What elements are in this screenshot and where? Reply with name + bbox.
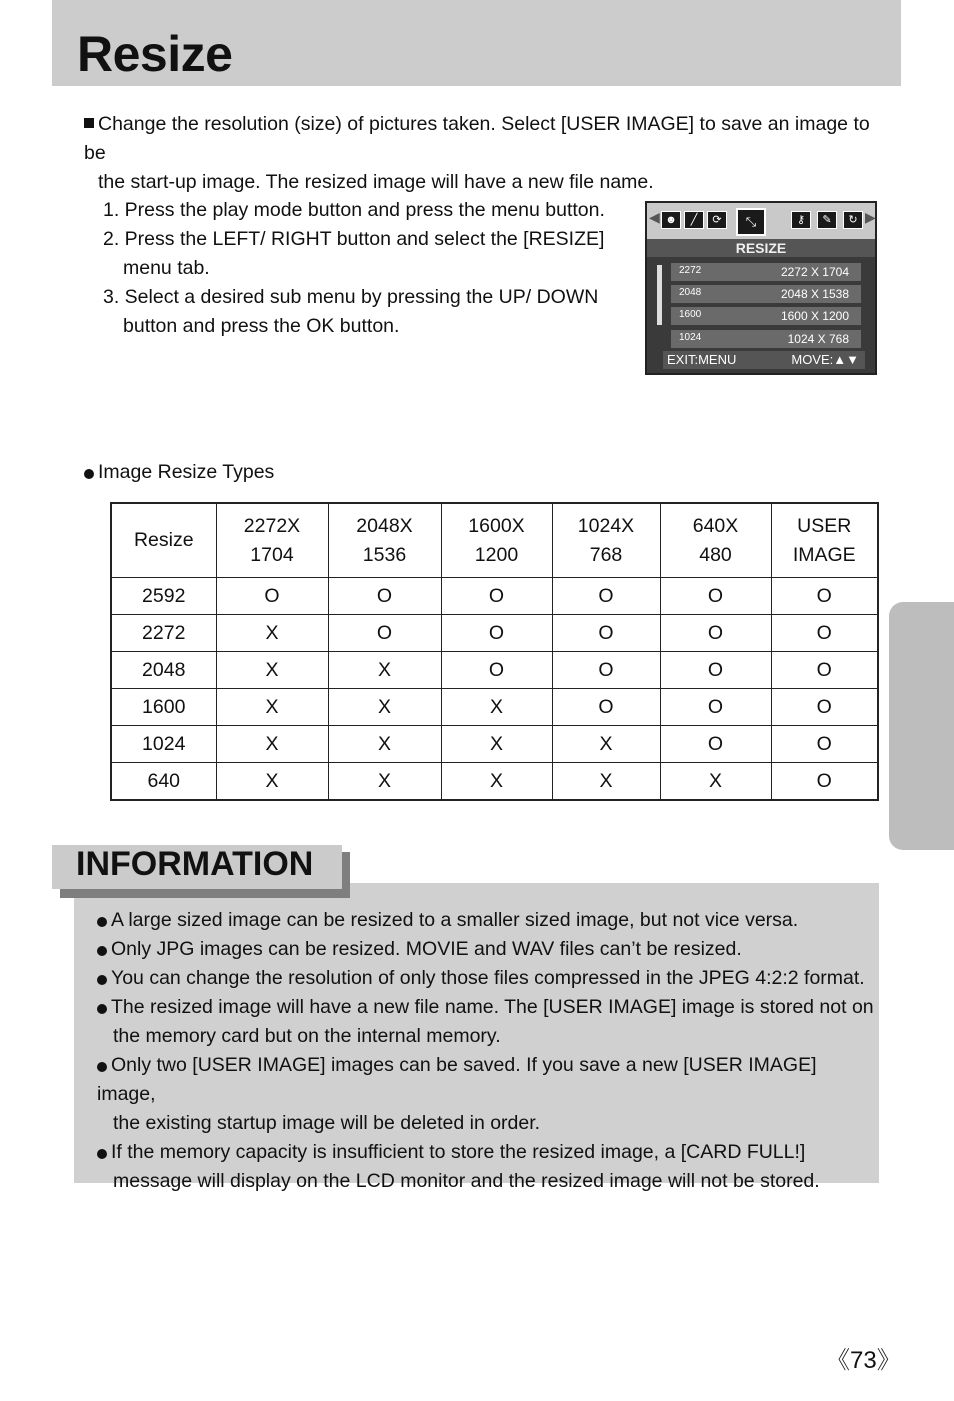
info-text: Only JPG images can be resized. MOVIE and WAV files can’t be resized. bbox=[111, 938, 742, 960]
table-cell: O bbox=[441, 615, 552, 652]
table-label-text: Image Resize Types bbox=[98, 461, 275, 483]
information-list bbox=[97, 906, 877, 1196]
table-cell: O bbox=[660, 578, 771, 615]
print-icon: ↻ bbox=[843, 211, 863, 229]
table-row bbox=[111, 652, 878, 689]
resize-icon: ⤡ bbox=[736, 208, 766, 236]
table-cell: O bbox=[660, 615, 771, 652]
info-continuation: message will display on the LCD monitor and the resized image will not be stored. bbox=[113, 1170, 820, 1192]
square-bullet-icon bbox=[84, 118, 94, 128]
table-row bbox=[111, 726, 878, 763]
table-cell: O bbox=[441, 578, 552, 615]
table-header-row bbox=[111, 503, 878, 578]
table-cell: O bbox=[771, 578, 878, 615]
table-cell: O bbox=[660, 726, 771, 763]
lcd-menu-tabs bbox=[647, 203, 875, 239]
table-cell: X bbox=[216, 652, 328, 689]
round-bullet-icon bbox=[97, 1149, 107, 1159]
info-item bbox=[97, 1138, 877, 1196]
lcd-row-value: 2048 X 1538 bbox=[780, 287, 849, 301]
row-size: 2272 bbox=[111, 615, 216, 652]
lcd-row-key: 1600 bbox=[679, 309, 702, 320]
lcd-row-key: 1024 bbox=[679, 332, 702, 343]
page-number: 《73》 bbox=[826, 1347, 901, 1374]
lcd-row-key: 2048 bbox=[679, 287, 702, 298]
table-cell: X bbox=[328, 726, 441, 763]
step-text: 3. Select a desired sub menu by pressing the UP/ DOWN bbox=[103, 286, 599, 308]
table-label bbox=[84, 458, 274, 486]
table-cell: O bbox=[328, 615, 441, 652]
table-cell: O bbox=[660, 689, 771, 726]
table-cell: O bbox=[216, 578, 328, 615]
info-item bbox=[97, 906, 877, 935]
info-item bbox=[97, 964, 877, 993]
lcd-row-value: 1024 X 768 bbox=[787, 332, 849, 346]
page-title: Resize bbox=[77, 26, 233, 82]
table-cell: O bbox=[552, 689, 660, 726]
row-size: 640 bbox=[111, 763, 216, 801]
round-bullet-icon bbox=[97, 946, 107, 956]
header-col: 1024X 768 bbox=[552, 503, 660, 578]
lcd-footer bbox=[663, 351, 865, 369]
lcd-row bbox=[671, 263, 861, 281]
step-item bbox=[103, 283, 623, 341]
lcd-scrollbar bbox=[657, 265, 662, 325]
intro-line-1: Change the resolution (size) of pictures taken. Select [USER IMAGE] to save an image to be bbox=[84, 113, 870, 164]
intro-line-2: the start-up image. The resized image will have a new file name. bbox=[98, 171, 654, 193]
left-arrow-icon: ◀ bbox=[649, 209, 660, 225]
table-row bbox=[111, 578, 878, 615]
header-col: 2048X 1536 bbox=[328, 503, 441, 578]
person-icon: ☻ bbox=[661, 211, 681, 229]
brush-icon: ╱ bbox=[684, 211, 704, 229]
step-item bbox=[103, 196, 623, 225]
table-row bbox=[111, 763, 878, 801]
lcd-footer-move: MOVE:▲▼ bbox=[791, 352, 859, 367]
round-bullet-icon bbox=[84, 469, 94, 479]
lcd-footer-exit: EXIT:MENU bbox=[667, 352, 737, 367]
info-text: You can change the resolution of only those files compressed in the JPEG 4:2:2 format. bbox=[111, 967, 865, 989]
table-cell: O bbox=[441, 652, 552, 689]
delete-icon: ✎ bbox=[817, 211, 837, 229]
table-cell: X bbox=[552, 726, 660, 763]
table-cell: X bbox=[441, 763, 552, 801]
table-cell: X bbox=[660, 763, 771, 801]
information-title: INFORMATION bbox=[76, 845, 314, 883]
table-cell: O bbox=[660, 652, 771, 689]
info-item bbox=[97, 1051, 877, 1138]
info-continuation: the existing startup image will be deleted in order. bbox=[113, 1112, 541, 1134]
round-bullet-icon bbox=[97, 1062, 107, 1072]
table-cell: O bbox=[771, 763, 878, 801]
table-cell: O bbox=[771, 615, 878, 652]
info-text: A large sized image can be resized to a smaller sized image, but not vice versa. bbox=[111, 909, 799, 931]
table-cell: X bbox=[216, 615, 328, 652]
table-cell: O bbox=[771, 726, 878, 763]
lcd-row bbox=[671, 307, 861, 325]
intro-paragraph bbox=[84, 110, 884, 197]
resize-types-table bbox=[110, 502, 879, 801]
key-icon: ⚷ bbox=[791, 211, 811, 229]
round-bullet-icon bbox=[97, 975, 107, 985]
right-arrow-icon: ▶ bbox=[865, 209, 876, 225]
table-cell: X bbox=[216, 689, 328, 726]
header-col: 1600X 1200 bbox=[441, 503, 552, 578]
round-bullet-icon bbox=[97, 1004, 107, 1014]
table-cell: O bbox=[552, 652, 660, 689]
lcd-heading: RESIZE bbox=[647, 239, 875, 257]
table-row bbox=[111, 615, 878, 652]
step-item bbox=[103, 225, 623, 283]
lcd-menu-screenshot bbox=[645, 201, 877, 375]
header-col: USER IMAGE bbox=[771, 503, 878, 578]
round-bullet-icon bbox=[97, 917, 107, 927]
lcd-row bbox=[671, 285, 861, 303]
header-col: 640X 480 bbox=[660, 503, 771, 578]
table-cell: X bbox=[328, 652, 441, 689]
table-cell: X bbox=[216, 726, 328, 763]
header-resize: Resize bbox=[111, 503, 216, 578]
table-cell: X bbox=[216, 763, 328, 801]
step-text: 1. Press the play mode button and press the menu button. bbox=[103, 199, 605, 221]
table-cell: O bbox=[328, 578, 441, 615]
header-col: 2272X 1704 bbox=[216, 503, 328, 578]
lcd-row-value: 2272 X 1704 bbox=[780, 265, 849, 279]
info-text: If the memory capacity is insufficient to store the resized image, a [CARD FULL!] bbox=[111, 1141, 806, 1163]
steps-list bbox=[103, 196, 623, 341]
table-cell: X bbox=[328, 689, 441, 726]
info-continuation: the memory card but on the internal memory. bbox=[113, 1025, 501, 1047]
step-continuation: button and press the OK button. bbox=[123, 315, 400, 337]
table-cell: X bbox=[328, 763, 441, 801]
row-size: 1600 bbox=[111, 689, 216, 726]
table-cell: X bbox=[441, 689, 552, 726]
step-text: 2. Press the LEFT/ RIGHT button and select the [RESIZE] bbox=[103, 228, 605, 250]
info-text: Only two [USER IMAGE] images can be saved. If you save a new [USER IMAGE] image, bbox=[97, 1054, 817, 1105]
rotate-icon: ⟳ bbox=[707, 211, 727, 229]
section-side-tab bbox=[889, 602, 954, 850]
info-text: The resized image will have a new file name. The [USER IMAGE] image is stored not on bbox=[111, 996, 874, 1018]
table-row bbox=[111, 689, 878, 726]
table-cell: O bbox=[552, 578, 660, 615]
table-cell: O bbox=[771, 652, 878, 689]
table-cell: X bbox=[552, 763, 660, 801]
lcd-row-key: 2272 bbox=[679, 265, 702, 276]
row-size: 2592 bbox=[111, 578, 216, 615]
table-cell: O bbox=[771, 689, 878, 726]
table-cell: O bbox=[552, 615, 660, 652]
row-size: 2048 bbox=[111, 652, 216, 689]
table-cell: X bbox=[441, 726, 552, 763]
step-continuation: menu tab. bbox=[123, 257, 210, 279]
lcd-row-value: 1600 X 1200 bbox=[780, 309, 849, 323]
info-item bbox=[97, 935, 877, 964]
lcd-row bbox=[671, 330, 861, 348]
row-size: 1024 bbox=[111, 726, 216, 763]
info-item bbox=[97, 993, 877, 1051]
